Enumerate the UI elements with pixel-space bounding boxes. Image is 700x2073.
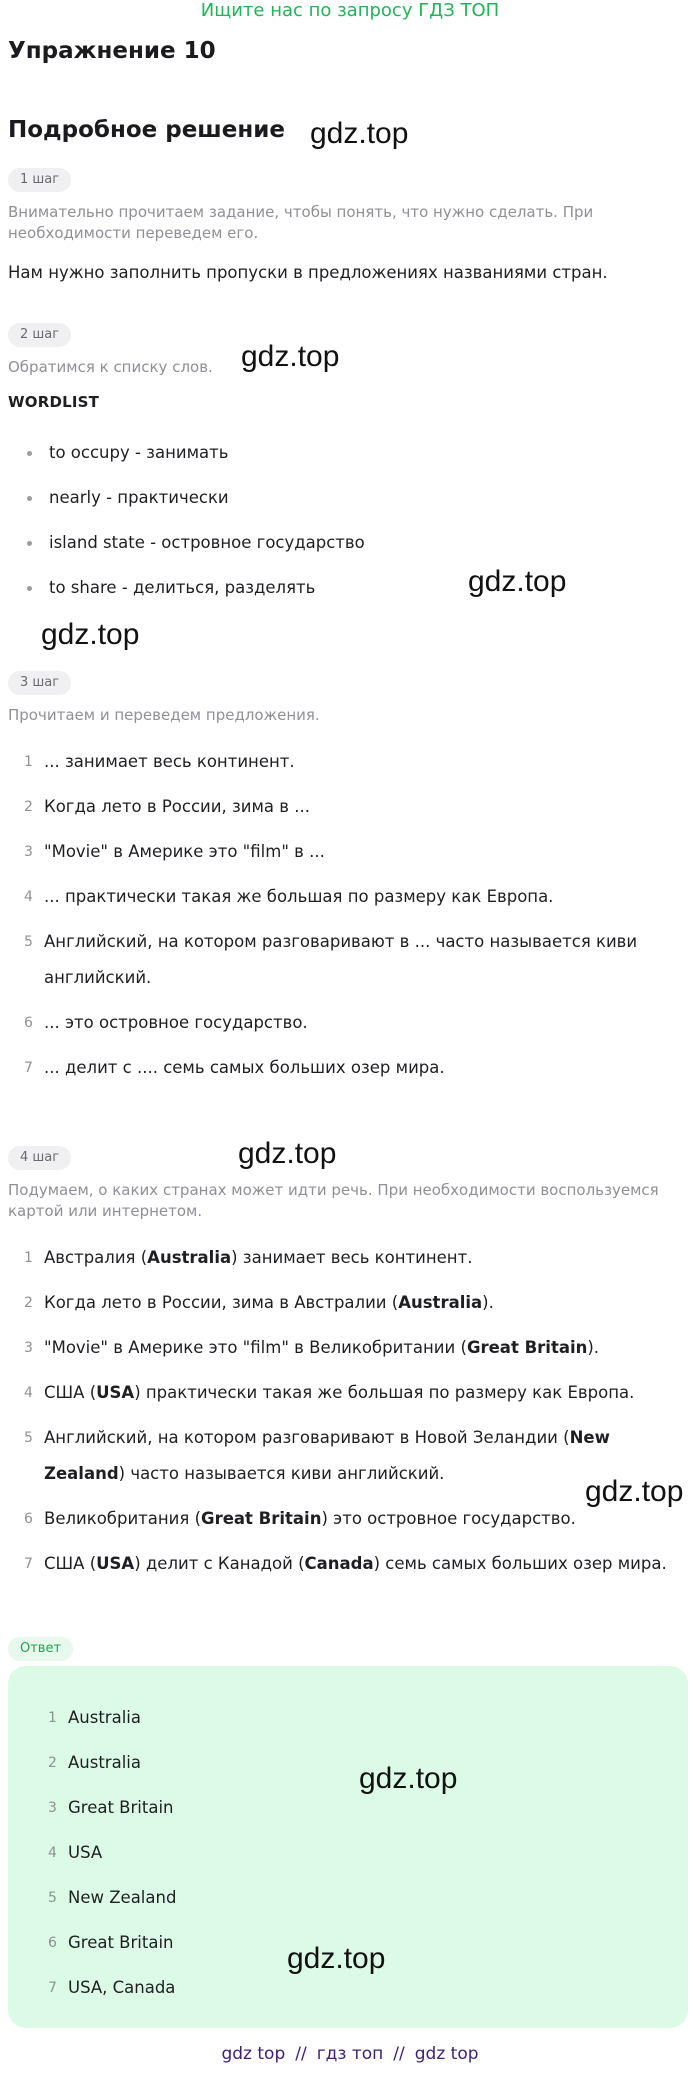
sentence-text: ) делит с Канадой ( bbox=[134, 1554, 305, 1573]
step-2-badge: 2 шаг bbox=[8, 323, 71, 347]
country-name: USA bbox=[96, 1383, 135, 1402]
sentence-text: ) семь самых больших озер мира. bbox=[373, 1554, 667, 1573]
step-4-badge: 4 шаг bbox=[8, 1146, 71, 1170]
answer-text: Australia bbox=[68, 1753, 141, 1772]
step-3-badge: 3 шаг bbox=[8, 671, 71, 695]
footer-link[interactable]: gdz top bbox=[414, 2044, 479, 2064]
answer-item: 6 Great Britain bbox=[48, 1933, 174, 1952]
list-item: 5 Английский, на котором разговаривают в Новой Зеландии (New Zealand) часто называется киви английский. bbox=[24, 1428, 610, 1483]
list-item: 4 ... практически такая же большая по размеру как Европа. bbox=[24, 887, 554, 906]
sentence-text: ) практически такая же большая по размеру как Европа. bbox=[134, 1383, 635, 1402]
list-item: 3 "Movie" в Америке это "film" в ... bbox=[24, 842, 325, 861]
sentence-text: Когда лето в России, зима в Австралии ( bbox=[44, 1293, 399, 1312]
footer-link[interactable]: gdz top bbox=[221, 2044, 286, 2064]
watermark: gdz.top bbox=[241, 340, 340, 373]
sentence-text: ) это островное государство. bbox=[321, 1509, 576, 1528]
country-name: USA bbox=[96, 1554, 135, 1573]
wordlist-item: to share - делиться, разделять bbox=[20, 577, 365, 622]
country-name: Great Britain bbox=[466, 1338, 588, 1357]
sentence-text: Австралия ( bbox=[44, 1248, 148, 1267]
step-1-text: Нам нужно заполнить пропуски в предложениях названиями стран. bbox=[8, 263, 608, 282]
wordlist-item: to occupy - занимать bbox=[20, 442, 365, 487]
sentence-text: ). bbox=[587, 1338, 600, 1357]
list-item: 1 Австралия (Australia) занимает весь континент. bbox=[24, 1248, 473, 1267]
list-item: 1 ... занимает весь континент. bbox=[24, 752, 295, 771]
list-item: 3 "Movie" в Америке это "film" в Великобритании (Great Britain). bbox=[24, 1338, 600, 1357]
exercise-title: Упражнение 10 bbox=[8, 38, 216, 64]
sentence-text: Великобритания ( bbox=[44, 1509, 202, 1528]
step-1-hint: Внимательно прочитаем задание, чтобы понять, что нужно сделать. При необходимости переведем его. bbox=[8, 203, 594, 242]
answer-item: 3 Great Britain bbox=[48, 1798, 174, 1817]
watermark: gdz.top bbox=[41, 618, 140, 651]
list-item: 7 ... делит с .... семь самых больших озер мира. bbox=[24, 1058, 445, 1077]
wordlist-title: WORDLIST bbox=[8, 393, 100, 411]
answer-item: 4 USA bbox=[48, 1843, 103, 1862]
country-name: Great Britain bbox=[201, 1509, 322, 1528]
step-4-sentences bbox=[8, 1240, 688, 1591]
answer-list bbox=[30, 1706, 176, 2021]
wordlist bbox=[20, 442, 365, 622]
answer-text: USA bbox=[68, 1843, 103, 1862]
country-name: Australia bbox=[147, 1248, 232, 1267]
sentence-text: "Movie" в Америке это "film" в ... bbox=[44, 842, 325, 861]
list-item: 6 Великобритания (Great Britain) это островное государство. bbox=[24, 1509, 576, 1528]
sentence-text: ) часто называется киви английский. bbox=[118, 1464, 445, 1483]
sentence-text: США ( bbox=[44, 1383, 97, 1402]
watermark: gdz.top bbox=[468, 565, 567, 598]
watermark: gdz.top bbox=[238, 1137, 337, 1170]
step-1-badge: 1 шаг bbox=[8, 168, 71, 192]
step-2-hint: Обратимся к списку слов. bbox=[8, 358, 213, 376]
list-item: 4 США (USA) практически такая же большая по размеру как Европа. bbox=[24, 1383, 635, 1402]
answer-item: 1 Australia bbox=[48, 1708, 141, 1727]
watermark: gdz.top bbox=[287, 1942, 386, 1975]
answer-text: Great Britain bbox=[68, 1798, 174, 1817]
sentence-text: ). bbox=[482, 1293, 494, 1312]
answer-text: New Zealand bbox=[68, 1888, 177, 1907]
list-item: 2 Когда лето в России, зима в ... bbox=[24, 797, 310, 816]
answer-text: USA, Canada bbox=[68, 1978, 176, 1997]
sentence-text: ... делит с .... семь самых больших озер мира. bbox=[44, 1058, 445, 1077]
sentence-text: ... практически такая же большая по размеру как Европа. bbox=[44, 887, 554, 906]
footer-link[interactable]: гдз топ bbox=[316, 2044, 384, 2064]
solution-title: Подробное решение bbox=[8, 117, 285, 143]
list-item: 5 Английский, на котором разговаривают в ... часто называется киви английский. bbox=[24, 932, 638, 987]
footer-separator: // bbox=[295, 2044, 307, 2064]
step-4-hint: Подумаем, о каких странах может идти речь. При необходимости воспользуемся картой или интернетом. bbox=[8, 1181, 659, 1220]
answer-text: Great Britain bbox=[68, 1933, 174, 1952]
list-item: 6 ... это островное государство. bbox=[24, 1013, 308, 1032]
sentence-text: Когда лето в России, зима в ... bbox=[44, 797, 310, 816]
list-item: 2 Когда лето в России, зима в Австралии (Australia). bbox=[24, 1293, 494, 1312]
sentence-text: ... это островное государство. bbox=[44, 1013, 308, 1032]
sentence-text: "Movie" в Америке это "film" в Великобритании ( bbox=[44, 1338, 467, 1357]
wordlist-item: island state - островное государство bbox=[20, 532, 365, 577]
sentence-text: США ( bbox=[44, 1554, 97, 1573]
watermark: gdz.top bbox=[359, 1762, 458, 1795]
answer-item: 5 New Zealand bbox=[48, 1888, 177, 1907]
step-3-sentences bbox=[8, 744, 688, 1095]
answer-badge: Ответ bbox=[8, 1637, 73, 1661]
sentence-text: ) занимает весь континент. bbox=[231, 1248, 473, 1267]
country-name: New Zealand bbox=[44, 1428, 610, 1483]
country-name: Canada bbox=[304, 1554, 374, 1573]
country-name: Australia bbox=[398, 1293, 483, 1312]
step-3-hint: Прочитаем и переведем предложения. bbox=[8, 706, 320, 724]
sentence-text: ... занимает весь континент. bbox=[44, 752, 295, 771]
watermark: gdz.top bbox=[310, 117, 409, 150]
footer-links bbox=[0, 2044, 700, 2064]
answer-item: 7 USA, Canada bbox=[48, 1978, 176, 1997]
sentence-text: Английский, на котором разговаривают в Новой Зеландии ( bbox=[44, 1428, 570, 1447]
wordlist-item: nearly - практически bbox=[20, 487, 365, 532]
watermark: gdz.top bbox=[585, 1475, 684, 1508]
list-item: 7 США (USA) делит с Канадой (Canada) семь самых больших озер мира. bbox=[24, 1554, 667, 1573]
top-banner[interactable]: Ищите нас по запросу ГДЗ ТОП bbox=[200, 0, 500, 21]
sentence-text: Английский, на котором разговаривают в ... часто называется киви английский. bbox=[44, 932, 638, 987]
answer-text: Australia bbox=[68, 1708, 141, 1727]
footer-separator: // bbox=[393, 2044, 405, 2064]
answer-item: 2 Australia bbox=[48, 1753, 141, 1772]
